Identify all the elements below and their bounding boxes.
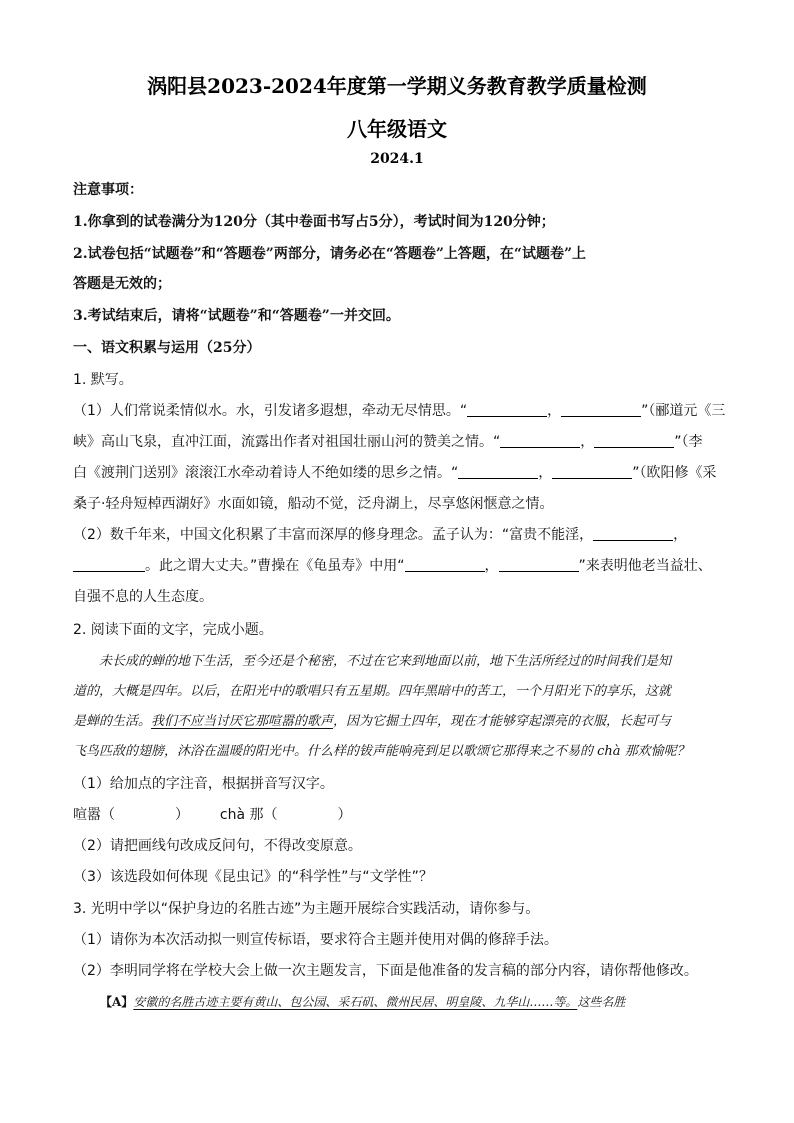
q1-part2-line1 [73,525,723,545]
notice-item-3: 3.考试结束后，请将“试题卷”和“答题卷”一并交回。 [73,308,400,324]
text: ”来表明他老当益壮、 [578,558,712,574]
q1-part1-line2 [73,432,723,452]
q1-part1-line4: 桑子·轻舟短棹西湖好》水面如镜，船动不觉，泛舟湖上，尽享悠闲惬意之情。 [73,496,554,512]
text: 。此之谓大丈夫。”曹操在《龟虽寿》中用“ [145,558,405,574]
underlined-sentence: 我们不应当讨厌它那喧嚣的歌声 [151,714,334,729]
text: ”（李 [674,434,703,450]
text: ， [484,558,499,574]
text: ， [538,465,553,481]
answer-blank[interactable] [552,464,632,479]
question-2-label: 2. 阅读下面的文字，完成小题。 [73,622,273,638]
q2-sub3: （3）该选段如何体现《昆虫记》的“科学性”与“文学性”？ [73,869,433,885]
answer-blank[interactable] [500,433,580,448]
notice-heading: 注意事项： [73,182,143,198]
answer-blank[interactable] [594,433,674,448]
question-1-label: 1. 默写。 [73,372,133,388]
text: ） [337,807,352,823]
text: ”（欧阳修《采 [632,465,717,481]
passage-line-4: 飞鸟匹敌的翅膀，沐浴在温暖的阳光中。什么样的钹声能响亮到足以歌颂它那得来之不易的 chà 那欢愉呢？ [73,744,690,759]
q2-pinyin-line [73,805,723,825]
question-3-label: 3. 光明中学以“保护身边的名胜古迹”为主题开展综合实践活动，请你参与。 [73,901,540,917]
answer-blank[interactable] [499,557,579,572]
text: ， [547,403,562,419]
text: 白《渡荆门送别》滚滚江水牵动着诗人不绝如缕的思乡之情。“ [73,465,459,481]
passage-line-1: 未长成的蝉的地下生活，至今还是个秘密，不过在它来到地面以前，地下生活所经过的时间我们是知 [99,654,672,669]
q2-sub1: （1）给加点的字注音，根据拼音写汉字。 [73,776,334,792]
q2-sub2: （2）请把画线句改成反问句，不得改变原意。 [73,838,362,854]
notice-item-2-cont: 答题是无效的； [73,276,171,292]
answer-blank[interactable] [405,557,485,572]
text: chà 那（ [219,807,278,823]
text: （1）人们常说柔情似水。水，引发诸多遐想，牵动无尽情思。“ [73,403,468,419]
notice-item-2: 2.试卷包括“试题卷”和“答题卷”两部分，请务必在“答题卷”上答题，在“试题卷”上 [73,246,587,262]
part-a-underlined: 安徽的名胜古迹主要有黄山、包公园、采石矶、微州民居、明皇陵、九华山……等。 [133,995,578,1009]
text: 峡》高山飞泉，直冲江面，流露出作者对祖国壮丽山河的赞美之情。“ [73,434,501,450]
notice-item-1: 1.你拿到的试卷满分为120分（其中卷面书写占5分），考试时间为120分钟； [73,214,555,230]
q3-sub1: （1）请你为本次活动拟一则宣传标语，要求符合主题并使用对偶的修辞手法。 [73,932,558,948]
text: 这些名胜 [577,995,626,1009]
answer-blank[interactable] [593,526,673,541]
subject-title: 八年级语文 [347,117,447,141]
part-a-tag: 【A】 [100,995,134,1009]
answer-blank[interactable] [458,464,538,479]
passage-line-2: 道的，大概是四年。以后，在阳光中的歌唱只有五星期。四年黑暗中的苦工，一个月阳光下的享乐，这就 [73,684,672,699]
text: ） [175,807,189,823]
q3-sub2: （2）李明同学将在学校大会上做一次主题发言，下面是他准备的发言稿的部分内容，请你帮他修改。 [73,963,698,979]
text: （2）数千年来，中国文化积累了丰富而深厚的修身理念。孟子认为：“富贵不能淫， [73,527,594,543]
text: ， [580,434,595,450]
text: ，因为它掘土四年，现在才能够穿起漂亮的衣服，长起可与 [333,714,672,729]
q1-part1-line3 [73,463,723,483]
text: 是蝉的生活。 [73,714,152,729]
exam-date: 2024.1 [370,151,424,167]
text: 喧嚣（ [73,807,115,823]
q1-part2-line3: 自强不息的人生态度。 [73,589,213,605]
speech-part-a [100,992,750,1012]
answer-blank[interactable] [467,402,547,417]
text: ， [673,527,688,543]
q1-part2-line2 [73,556,723,576]
answer-blank[interactable] [73,557,145,572]
text: ”（郦道元《三 [641,403,726,419]
section-heading: 一、语文积累与运用（25分） [73,340,261,356]
passage-line-3 [73,712,723,732]
q1-part1-line1 [73,401,726,421]
answer-blank[interactable] [561,402,641,417]
exam-title: 涡阳县2023-2024年度第一学期义务教育教学质量检测 [147,74,647,98]
